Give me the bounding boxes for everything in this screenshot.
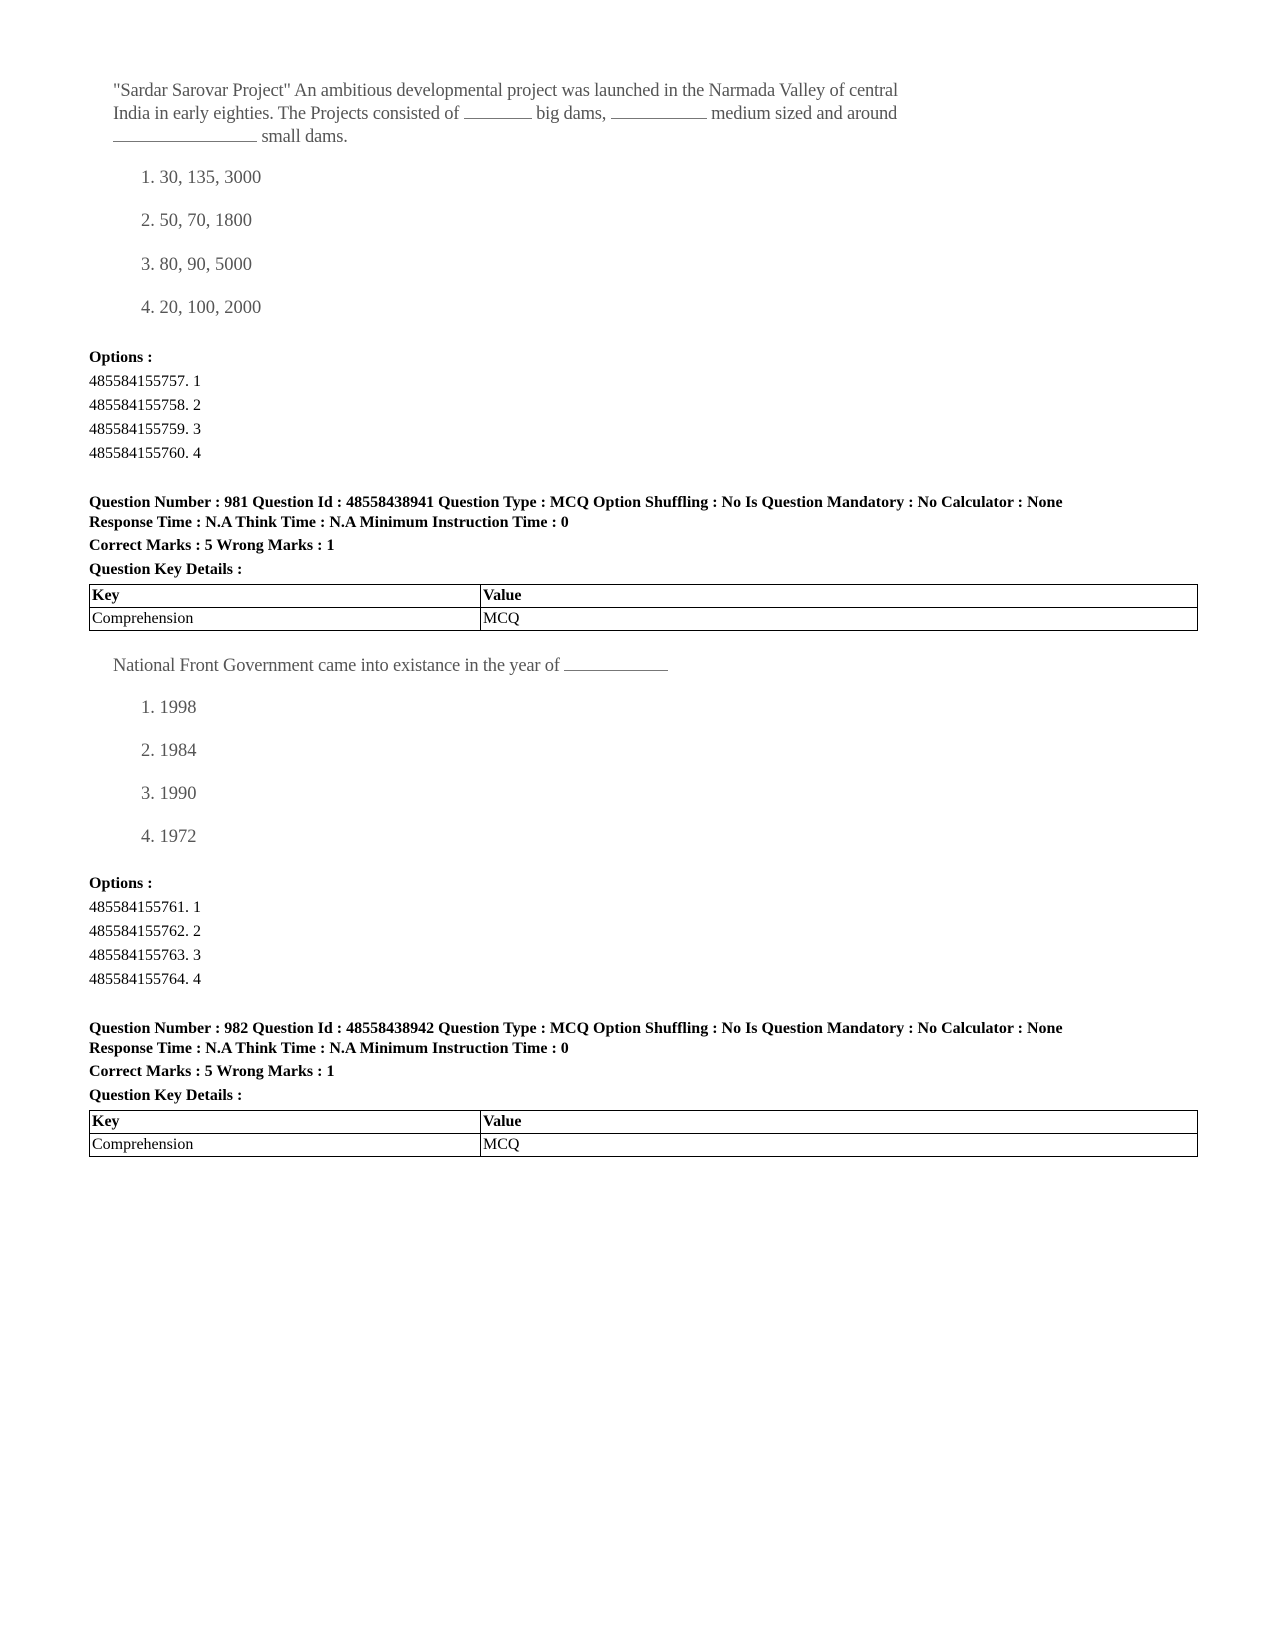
- marks-line: Correct Marks : 5 Wrong Marks : 1: [89, 1063, 335, 1080]
- table-header-row: [90, 1111, 1198, 1134]
- table-header-value: Value: [481, 1111, 1198, 1134]
- question-981-image: [113, 655, 733, 855]
- key-details-label: Question Key Details :: [89, 561, 243, 578]
- table-header-key: Key: [90, 1111, 481, 1134]
- option-item: 485584155760. 4: [89, 445, 201, 462]
- table-row: [90, 1134, 1198, 1157]
- answer-blank: [564, 655, 668, 671]
- key-details-table: [89, 1110, 1198, 1157]
- choice-3: 3. 1990: [141, 784, 197, 804]
- choice-3: 3. 80, 90, 5000: [141, 255, 252, 275]
- table-header-key: Key: [90, 585, 481, 608]
- option-item: 485584155758. 2: [89, 397, 201, 414]
- option-item: 485584155762. 2: [89, 923, 201, 940]
- option-item: 485584155764. 4: [89, 971, 201, 988]
- answer-blank: [611, 103, 707, 119]
- option-item: 485584155763. 3: [89, 947, 201, 964]
- key-details-table: [89, 584, 1198, 631]
- options-list: [89, 872, 201, 992]
- options-label: Options :: [89, 349, 153, 366]
- choice-1: 1. 30, 135, 3000: [141, 168, 262, 188]
- answer-blank: [113, 126, 257, 142]
- option-item: 485584155757. 1: [89, 373, 201, 390]
- marks-line: Correct Marks : 5 Wrong Marks : 1: [89, 537, 335, 554]
- options-list: [89, 346, 201, 466]
- choice-2: 2. 50, 70, 1800: [141, 211, 252, 231]
- table-cell-value: MCQ: [481, 608, 1198, 631]
- table-cell-key: Comprehension: [90, 608, 481, 631]
- question-stem: "Sardar Sarovar Project" An ambitious developmental project was launched in the Narmada Valley of central India in early eighties. The Projects consisted of big dams, medium sized and around small dams.: [113, 81, 898, 147]
- table-cell-key: Comprehension: [90, 1134, 481, 1157]
- question-meta: Question Number : 981 Question Id : 48558438941 Question Type : MCQ Option Shuffling : No Is Question Mandatory : No Calculator : None Response Time : N.A Think Time : N.A Minimum Instruction Time : 0: [89, 494, 1063, 531]
- table-header-row: [90, 585, 1198, 608]
- question-meta: Question Number : 982 Question Id : 48558438942 Question Type : MCQ Option Shuffling : No Is Question Mandatory : No Calculator : None Response Time : N.A Think Time : N.A Minimum Instruction Time : 0: [89, 1020, 1063, 1057]
- question-980-image: [113, 80, 973, 330]
- options-label: Options :: [89, 875, 153, 892]
- key-details-label: Question Key Details :: [89, 1087, 243, 1104]
- choice-4: 4. 1972: [141, 827, 197, 847]
- table-header-value: Value: [481, 585, 1198, 608]
- question-stem: National Front Government came into existance in the year of: [113, 655, 733, 678]
- option-item: 485584155759. 3: [89, 421, 201, 438]
- table-row: [90, 608, 1198, 631]
- table-cell-value: MCQ: [481, 1134, 1198, 1157]
- choice-1: 1. 1998: [141, 698, 197, 718]
- choice-4: 4. 20, 100, 2000: [141, 298, 262, 318]
- choice-2: 2. 1984: [141, 741, 197, 761]
- answer-blank: [464, 103, 532, 119]
- option-item: 485584155761. 1: [89, 899, 201, 916]
